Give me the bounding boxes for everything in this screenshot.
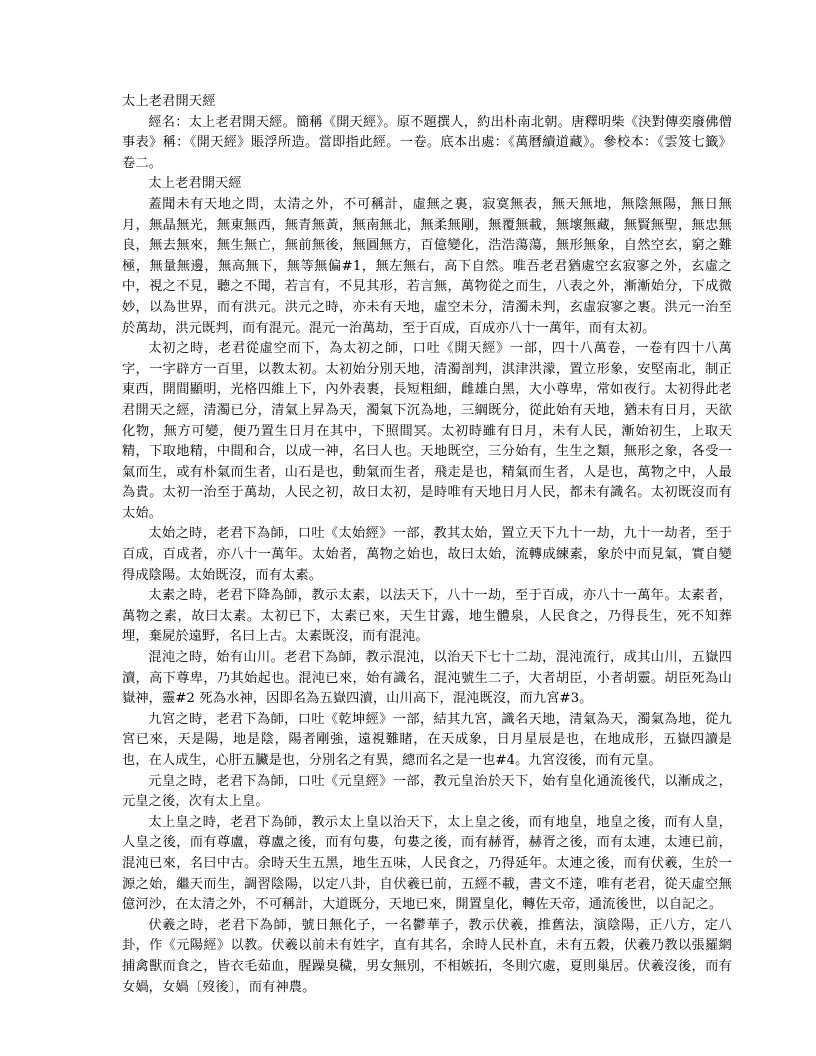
body-paragraph-2: 太初之時，老君從虛空而下，為太初之師，口吐《開天經》一部，四十八萬卷，一卷有四十八萬字，一字辟方一百里，以教太初。太初始分別天地，清濁剖判，淇津洪濛，置立形象，安堅南北，制正東西，開間顯明，光格四維上下，內外表裹，長短粗細，雌雄白黑，大小尊卑，常如夜行。太初得此老君開天之經，清濁已分，清氣上昇為天，濁氣下沉為地，三綱既分，從此始有天地，猶未有日月，天欲化物，無方可變，便乃置生日月在其中，下照間冥。太初時雖有日月，未有人民，漸始初生，上取天精，下取地精，中間和合，以成一神，名曰人也。天地既空，三分始有，生生之類，無形之象，各受一氣而生，或有朴氣而生者，山石是也，動氣而生者，飛走是也，精氣而生者，人是也，萬物之中，人最為貴。太初一治至于萬劫，人民之初，故日太初，是時唯有天地日月人民，都未有識名。太初既沒而有太始。 xyxy=(122,341,732,521)
body-paragraph-5: 混沌之時，始有山川。老君下為師，教示混沌，以治天下七十二劫，混沌流行，成其山川，五嶽四瀆，高下尊卑，乃其始起也。混沌已來，始有識名，混沌號生二子，大者胡臣，小者胡靈。胡臣死為山嶽神，靈#2 死為水神，因即名為五嶽四瀆，山川高下，混沌既沒，而九宮#3。 xyxy=(122,650,732,707)
document-title: 太上老君開天經 xyxy=(122,94,216,109)
body-paragraph-6: 九宮之時，老君下為師，口吐《乾坤經》一部，結其九宮，識名天地，清氣為天，濁氣為地，從九宮已來，天是陽，地是陰，陽者剛強，遠視難睹，在天成象，日月星辰是也，在地成形，五嶽四讀是也，在人成生，心肝五臟是也，分別名之有異，總而名之是一也#4。九宮沒後，而有元皇。 xyxy=(122,711,732,768)
section-heading: 太上老君開天經 xyxy=(148,176,242,192)
body-paragraph-1: 蓋聞未有天地之問，太清之外，不可稱計，虛無之裏，寂寞無表，無天無地，無陰無陽，無日無月，無晶無光，無東無西，無青無黃，無南無北，無柔無剛，無覆無載，無壞無藏，無賢無聖，無忠無良，無去無來，無生無亡，無前無後，無圓無方，百億變化，浩浩蕩蕩，無形無象，自然空玄，窮之難極，無量無邊，無高無下，無等無偏#1，無左無右，高下自然。唯吾老君猶處空玄寂寥之外，玄虛之中，視之不見，聽之不聞，若言有，不見其形，若言無，萬物從之而生，八表之外，漸漸始分，下成微妙，以為世界，而有洪元。洪元之時，亦未有天地，虛空未分，清濁未判，玄虛寂寥之裹。洪元一治至於萬劫，洪元既判，而有混元。混元一治萬劫，至于百成，百成亦八十一萬年，而有太初。 xyxy=(122,196,732,336)
bibliographic-note: 經名：太上老君開天經。簡稱《開天經》。原不題撰人，約出朴南北朝。唐釋明柴《決對傳奕廢佛僧事表》稱：《開天經》賬浮所造。當即指此經。一卷。底本出處：《萬曆續道藏》。參校本：《雲笈七籤》卷二。 xyxy=(122,114,732,171)
body-paragraph-3: 太始之時，老君下為師，口吐《太始經》一部，教其太始，置立天下九十一劫，九十一劫者，至于百成，百成者，亦八十一萬年。太始者，萬物之始也，故曰太始，流轉成練素，象於中而見氣，實自變得成陰陽。太始既沒，而有太素。 xyxy=(122,526,732,583)
body-paragraph-8: 太上皇之時，老君下為師，教示太上皇以治天下，太上皇之後，而有地皇，地皇之後，而有人皇，人皇之後，而有尊盧，尊盧之後，而有句婁，句婁之後，而有赫胥，赫胥之後，而有太連，太連已前，混沌已來，名曰中古。余時天生五黑，地生五味，人民食之，乃得延年。太連之後，而有伏羲，生於一源之始，繼天而生，調習陰陽，以定八卦，自伏羲已前，五經不載，書文不達，唯有老君，從天虛空無億河沙，在太清之外，不可稱計，大道既分，天地已來，開置皇化，轉佐天帝，通流後世，以自記之。 xyxy=(122,814,732,913)
body-paragraph-7: 元皇之時，老君下為師，口吐《元皇經》一部，教元皇治於天下，始有皇化通流後代，以漸成之，元皇之後，次有太上皇。 xyxy=(122,773,732,810)
body-paragraph-9: 伏羲之時，老君下為師，號日無化子，一名鬱華子，教示伏羲，推舊法，演陰陽，正八方，定八卦，作《元陽經》以教。伏羲以前未有姓字，直有其名，余時人民朴直，未有五穀，伏羲乃教以張羅網捕禽獸而食之，皆衣毛茹血，腥躁臭穢，男女無別，不相嫉拓，冬則穴處，夏則巢居。伏羲沒後，而有女媧，女媧〔歿後〕，而有神農。 xyxy=(122,917,732,995)
body-paragraph-4: 太素之時，老君下降為師，教示太素，以法天下，八十一劫，至于百成，亦八十一萬年。太素者，萬物之素，故曰太素。太初已下，太素已來，天生甘露，地生體泉，人民食之，乃得長生，死不知葬埋，棄屍於遠野，名曰上古。太素既沒，而有混沌。 xyxy=(122,588,732,645)
